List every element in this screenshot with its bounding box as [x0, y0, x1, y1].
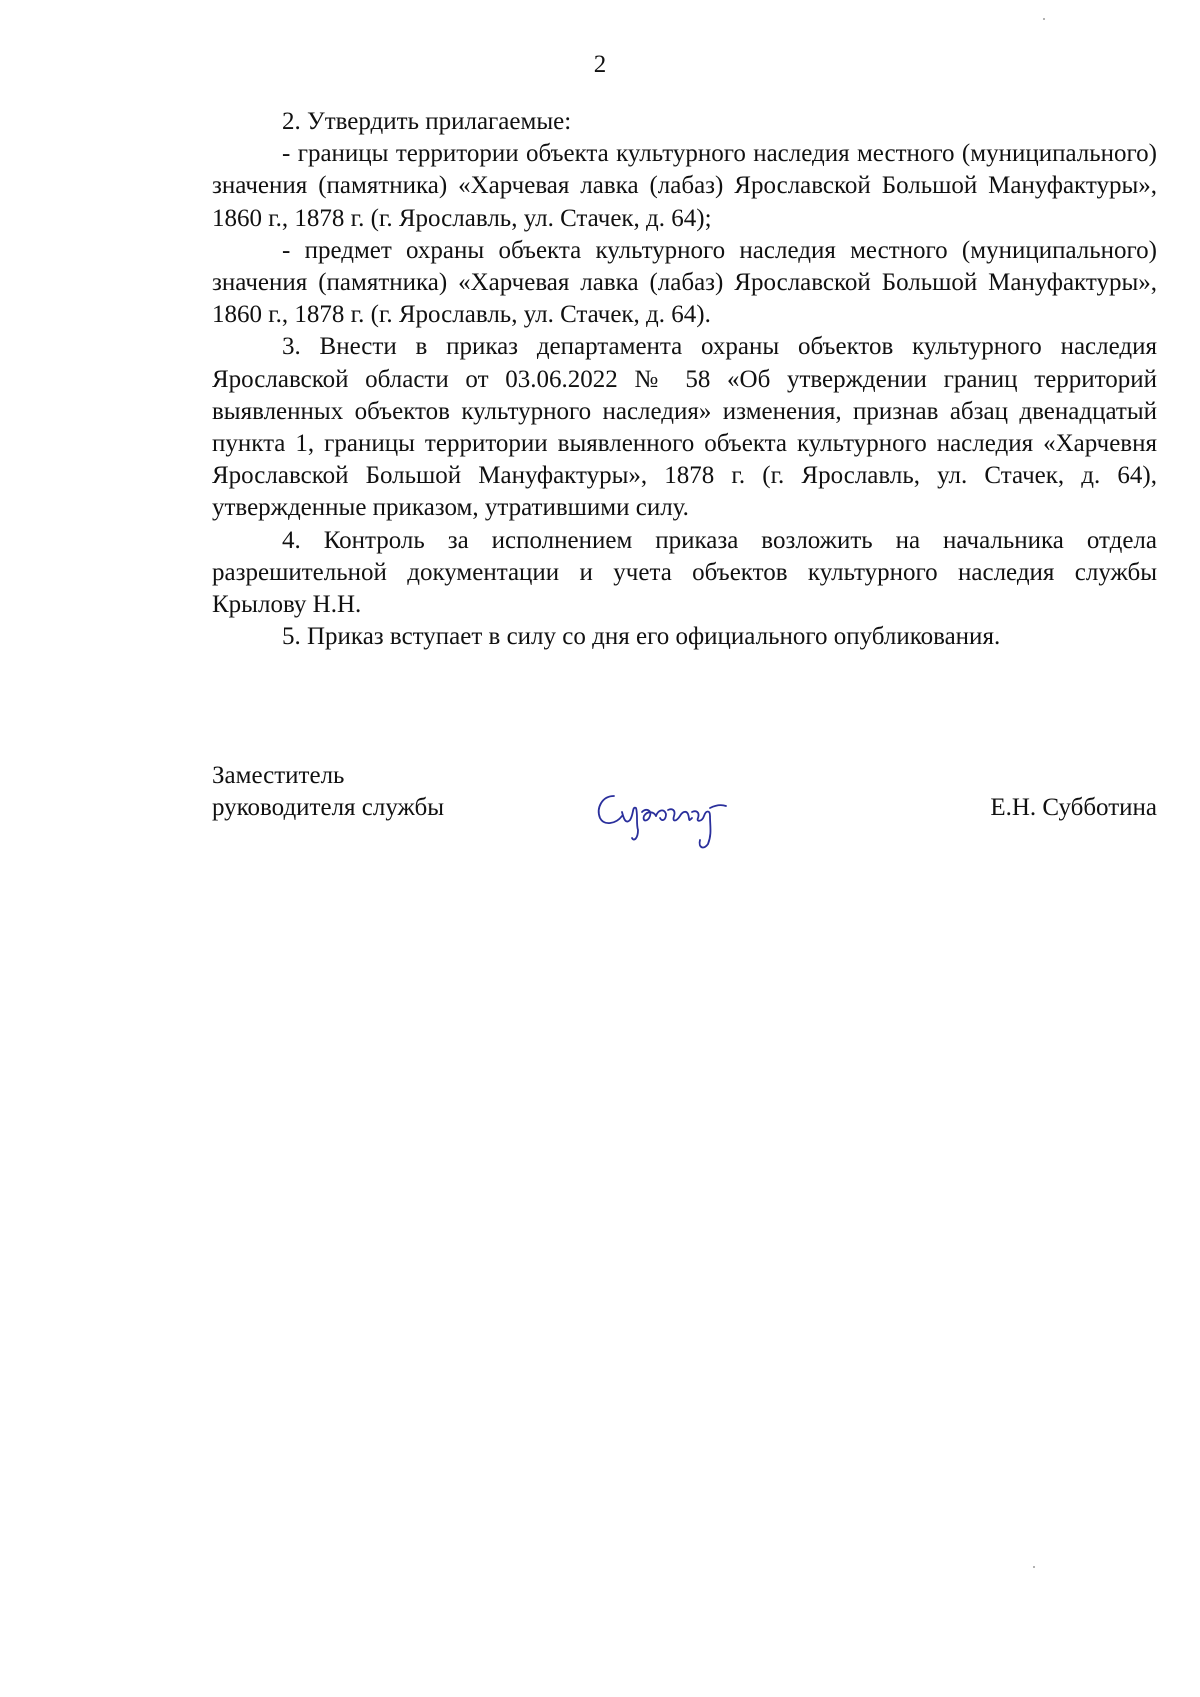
page-number: 2 — [593, 51, 607, 78]
paragraph-territory-boundaries: - границы территории объекта культурного наследия местного (муниципального) значения (памятника) «Харчевая лавка (лабаз) Ярославской Большой Мануфактуры», 1860 г., 1878 г. (г. Ярославль, ул. Стачек, д. 64); — [212, 140, 1157, 232]
paragraph-control: 4. Контроль за исполнением приказа возложить на начальника отдела разрешительной документации и учета объектов культурного наследия службы Крылову Н.Н. — [212, 526, 1157, 619]
signature-block — [212, 760, 1157, 880]
scan-speck — [1043, 18, 1045, 20]
signer-title-line2: руководителя службы — [212, 794, 445, 821]
signer-title-line1: Заместитель — [212, 762, 345, 789]
document-body — [212, 106, 1157, 653]
signer-name: Е.Н. Субботина — [990, 794, 1157, 821]
paragraph-approve-heading: 2. Утвердить прилагаемые: — [282, 108, 572, 135]
paragraph-amend-order: 3. Внести в приказ департамента охраны объектов культурного наследия Ярославской области от 03.06.2022 № 58 «Об утверждении границ территорий выявленных объектов культурного наследия» изменения, признав абзац двенадцатый пункта 1, границы территории выявленного объекта культурного наследия «Харчевня Ярославской Большой Мануфактуры», 1878 г. (г. Ярославль, ул. Стачек, д. 64), утвержденные приказом, утратившими силу. — [212, 333, 1157, 522]
signer-title — [212, 760, 444, 824]
paragraph-effective-date: 5. Приказ вступает в силу со дня его официального опубликования. — [282, 623, 1001, 651]
scan-speck — [1033, 1566, 1035, 1568]
paragraph-protection-subject: - предмет охраны объекта культурного наследия местного (муниципального) значения (памятника) «Харчевая лавка (лабаз) Ярославской Большой Мануфактуры», 1860 г., 1878 г. (г. Ярославль, ул. Стачек, д. 64). — [212, 236, 1157, 329]
handwritten-signature — [592, 782, 742, 852]
